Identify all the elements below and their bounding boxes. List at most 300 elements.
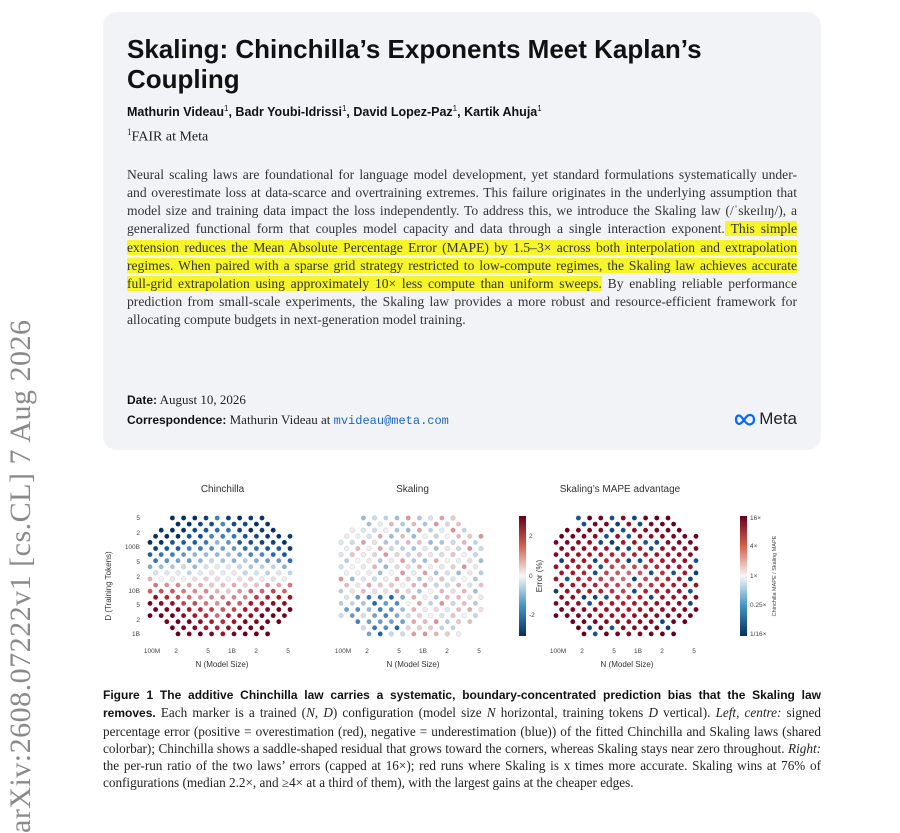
grid-marker (445, 595, 450, 600)
grid-marker (383, 516, 388, 521)
x-tick: 5 (397, 648, 401, 655)
grid-marker (170, 528, 175, 533)
grid-marker (593, 632, 598, 637)
grid-marker (232, 534, 237, 539)
grid-marker (372, 577, 377, 582)
grid-marker (632, 625, 637, 630)
grid-marker (643, 552, 648, 557)
grid-marker (237, 625, 242, 630)
grid-marker (254, 534, 259, 539)
grid-marker (666, 552, 671, 557)
grid-marker (467, 546, 472, 551)
grid-marker (383, 528, 388, 533)
grid-marker (243, 522, 248, 527)
grid-marker (260, 516, 265, 521)
grid-marker (610, 601, 615, 606)
grid-marker (671, 546, 676, 551)
grid-marker (220, 607, 225, 612)
panel-title-skaling: Skaling (396, 484, 429, 495)
grid-marker (237, 577, 242, 582)
grid-marker (170, 516, 175, 521)
grid-marker (643, 625, 648, 630)
grid-marker (632, 613, 637, 618)
grid-marker (181, 552, 186, 557)
grid-marker (411, 619, 416, 624)
panel-title-advantage: Skaling’s MAPE advantage (559, 484, 681, 495)
grid-marker (271, 528, 276, 533)
grid-marker (576, 552, 581, 557)
grid-marker (473, 564, 478, 569)
grid-marker (682, 619, 687, 624)
x-tick: 2 (660, 648, 664, 655)
date-value: August 10, 2026 (159, 392, 246, 407)
grid-marker (411, 522, 416, 527)
grid-marker (660, 607, 665, 612)
grid-marker (694, 546, 699, 551)
grid-marker (187, 522, 192, 527)
grid-marker (406, 577, 411, 582)
grid-marker (361, 552, 366, 557)
grid-marker (248, 613, 253, 618)
affiliation-number: 1 (127, 127, 132, 138)
grid-marker (372, 528, 377, 533)
grid-marker (176, 546, 181, 551)
grid-marker (451, 540, 456, 545)
grid-marker (456, 607, 461, 612)
grid-marker (153, 607, 158, 612)
grid-marker (271, 552, 276, 557)
grid-marker (237, 613, 242, 618)
x-tick: 5 (206, 648, 210, 655)
x-tick: 100M (549, 648, 567, 655)
grid-marker (582, 546, 587, 551)
grid-marker (265, 571, 270, 576)
grid-marker (378, 632, 383, 637)
grid-marker (467, 607, 472, 612)
grid-marker (148, 577, 153, 582)
grid-marker (389, 607, 394, 612)
grid-marker (456, 546, 461, 551)
y-ticks (125, 515, 141, 638)
grid-marker (389, 632, 394, 637)
grid-marker (604, 558, 609, 563)
grid-marker (694, 571, 699, 576)
grid-marker (694, 595, 699, 600)
grid-marker (232, 558, 237, 563)
grid-marker (164, 595, 169, 600)
grid-marker (632, 552, 637, 557)
grid-marker (593, 546, 598, 551)
grid-marker (598, 589, 603, 594)
grid-marker (467, 619, 472, 624)
grid-marker (626, 522, 631, 527)
grid-marker (638, 583, 643, 588)
grid-marker (677, 613, 682, 618)
grid-marker (643, 589, 648, 594)
grid-marker (288, 595, 293, 600)
x-tick: 5 (286, 648, 290, 655)
grid-marker (400, 607, 405, 612)
grid-marker (389, 522, 394, 527)
grid-marker (153, 595, 158, 600)
grid-marker (677, 564, 682, 569)
grid-marker (395, 625, 400, 630)
grid-marker (260, 589, 265, 594)
grid-marker (570, 607, 575, 612)
grid-marker (632, 540, 637, 545)
grid-marker (288, 583, 293, 588)
grid-marker (570, 546, 575, 551)
grid-marker (170, 625, 175, 630)
grid-marker (456, 534, 461, 539)
grid-marker (276, 595, 281, 600)
email-link[interactable]: mvideau@meta.com (333, 414, 449, 428)
grid-marker (587, 564, 592, 569)
grid-marker (282, 613, 287, 618)
grid-marker (576, 516, 581, 521)
grid-marker (570, 571, 575, 576)
grid-marker (593, 534, 598, 539)
grid-marker (428, 552, 433, 557)
grid-marker (209, 522, 214, 527)
abstract-part: Neural scaling laws are foundational for language model development, yet standard formulations systematically under- and overestimate loss at data-scarce and overtraining extremes. This failure originates in the underlying assumption that model size and training data impact the loss independently. To address this, we introduce the Skaling law (/ˈskeɪlɪŋ/), a generalized functional form that couples model capacity and data through a single interaction exponent. (127, 166, 797, 237)
grid-marker (417, 516, 422, 521)
x-tick: 100M (334, 648, 352, 655)
grid-marker (383, 552, 388, 557)
grid-marker (260, 601, 265, 606)
colorbar-tick: 0.25× (750, 602, 767, 609)
grid-marker (265, 534, 270, 539)
grid-marker (176, 583, 181, 588)
grid-marker (288, 546, 293, 551)
grid-marker (576, 577, 581, 582)
grid-marker (428, 601, 433, 606)
grid-marker (626, 558, 631, 563)
grid-marker (615, 522, 620, 527)
grid-marker (237, 564, 242, 569)
grid-marker (372, 516, 377, 521)
grid-marker (423, 607, 428, 612)
abstract-part: By enabling reliable performance prediction from small-scale experiments, the Skaling law provides a more robust and resource-efficient framework for allocating compute budgets in next-generation model training. (127, 276, 797, 328)
grid-marker (288, 558, 293, 563)
grid-marker (367, 546, 372, 551)
grid-marker (400, 595, 405, 600)
grid-marker (383, 613, 388, 618)
colorbar-tick: 4× (750, 543, 758, 550)
grid-marker (378, 619, 383, 624)
grid-marker (598, 625, 603, 630)
x-tick: 1B (419, 648, 427, 655)
grid-marker (677, 577, 682, 582)
grid-marker (153, 583, 158, 588)
grid-marker (361, 528, 366, 533)
grid-marker (204, 601, 209, 606)
grid-marker (604, 534, 609, 539)
grid-marker (164, 583, 169, 588)
grid-marker (462, 589, 467, 594)
grid-marker (417, 564, 422, 569)
grid-marker (570, 583, 575, 588)
grid-marker (232, 619, 237, 624)
grid-marker (615, 558, 620, 563)
grid-marker (164, 619, 169, 624)
colorbar-tick: -2 (529, 612, 535, 619)
grid-marker (451, 577, 456, 582)
grid-marker (473, 613, 478, 618)
grid-marker (148, 613, 153, 618)
grid-marker (372, 625, 377, 630)
grid-marker (355, 558, 360, 563)
grid-marker (626, 632, 631, 637)
grid-marker (428, 528, 433, 533)
grid-marker (428, 577, 433, 582)
grid-marker (456, 595, 461, 600)
affiliation-name: FAIR at Meta (131, 129, 209, 145)
grid-marker (649, 583, 654, 588)
grid-marker (411, 607, 416, 612)
grid-marker (170, 577, 175, 582)
grid-marker (220, 546, 225, 551)
grid-marker (232, 632, 237, 637)
grid-marker (395, 564, 400, 569)
grid-marker (176, 619, 181, 624)
grid-marker (350, 564, 355, 569)
grid-marker (423, 534, 428, 539)
grid-marker (554, 613, 559, 618)
paper-title: Skaling: Chinchilla’s Exponents Meet Kaplan’s Coupling (127, 34, 702, 94)
grid-marker (570, 558, 575, 563)
author-affiliation-mark: 1 (224, 104, 229, 113)
grid-marker (282, 540, 287, 545)
grid-marker (621, 540, 626, 545)
grid-marker (395, 613, 400, 618)
grid-marker (643, 613, 648, 618)
grid-marker (451, 601, 456, 606)
arxiv-stamp: arXiv:2608.07222v1 [cs.CL] 7 Aug 2026 (4, 319, 37, 833)
grid-marker (671, 558, 676, 563)
grid-marker (254, 607, 259, 612)
grid-marker (638, 619, 643, 624)
grid-marker (153, 534, 158, 539)
figure-1 (100, 478, 830, 678)
grid-marker (694, 583, 699, 588)
abstract-card (103, 12, 821, 450)
grid-marker (666, 601, 671, 606)
mape-ratio-grid (554, 516, 699, 637)
grid-marker (260, 540, 265, 545)
grid-marker (462, 601, 467, 606)
grid-marker (467, 595, 472, 600)
grid-marker (159, 540, 164, 545)
grid-marker (232, 571, 237, 576)
grid-marker (170, 540, 175, 545)
colorbar-tick: 16× (750, 515, 762, 522)
grid-marker (192, 516, 197, 521)
grid-marker (451, 552, 456, 557)
grid-marker (378, 607, 383, 612)
grid-marker (288, 534, 293, 539)
grid-marker (378, 534, 383, 539)
grid-marker (604, 607, 609, 612)
grid-marker (615, 571, 620, 576)
grid-marker (451, 528, 456, 533)
grid-marker (232, 607, 237, 612)
grid-marker (187, 571, 192, 576)
grid-marker (339, 552, 344, 557)
colorbar-tick: 0 (529, 573, 533, 580)
grid-marker (400, 619, 405, 624)
grid-marker (587, 601, 592, 606)
grid-marker (209, 571, 214, 576)
x-tick: 100M (143, 648, 161, 655)
grid-marker (582, 571, 587, 576)
grid-marker (638, 571, 643, 576)
grid-marker (243, 632, 248, 637)
grid-marker (276, 558, 281, 563)
grid-marker (383, 589, 388, 594)
grid-marker (260, 577, 265, 582)
y-tick: 1B (132, 631, 140, 638)
grid-marker (666, 589, 671, 594)
grid-marker (615, 546, 620, 551)
grid-marker (254, 546, 259, 551)
grid-marker (237, 589, 242, 594)
grid-marker (344, 546, 349, 551)
grid-marker (282, 589, 287, 594)
grid-marker (587, 577, 592, 582)
grid-marker (587, 540, 592, 545)
grid-marker (361, 625, 366, 630)
grid-marker (243, 558, 248, 563)
grid-marker (176, 632, 181, 637)
grid-marker (254, 558, 259, 563)
grid-marker (254, 632, 259, 637)
grid-marker (565, 613, 570, 618)
grid-marker (688, 564, 693, 569)
date-label: Date: (127, 393, 158, 407)
grid-marker (626, 607, 631, 612)
grid-marker (350, 577, 355, 582)
grid-marker (248, 552, 253, 557)
grid-marker (598, 564, 603, 569)
grid-marker (187, 619, 192, 624)
grid-marker (626, 595, 631, 600)
grid-marker (237, 601, 242, 606)
grid-marker (434, 583, 439, 588)
grid-marker (406, 613, 411, 618)
grid-marker (400, 571, 405, 576)
grid-marker (666, 540, 671, 545)
grid-marker (428, 540, 433, 545)
grid-marker (192, 552, 197, 557)
grid-marker (350, 613, 355, 618)
grid-marker (462, 564, 467, 569)
grid-marker (428, 625, 433, 630)
grid-marker (610, 625, 615, 630)
grid-marker (220, 571, 225, 576)
grid-marker (406, 552, 411, 557)
grid-marker (638, 522, 643, 527)
grid-marker (434, 546, 439, 551)
grid-marker (654, 577, 659, 582)
grid-marker (389, 534, 394, 539)
grid-marker (445, 571, 450, 576)
ratio-colorbar (740, 516, 747, 636)
author-list: Mathurin Videau$^1$, Badr Youbi-Idrissi$^1$, David Lopez-Paz$^1$, Kartik Ahuja$^1$ (127, 104, 542, 120)
grid-marker (164, 558, 169, 563)
grid-marker (148, 601, 153, 606)
grid-marker (243, 583, 248, 588)
grid-marker (576, 540, 581, 545)
grid-marker (660, 522, 665, 527)
grid-marker (170, 613, 175, 618)
skaling-error-grid (339, 516, 484, 637)
grid-marker (204, 589, 209, 594)
grid-marker (587, 589, 592, 594)
grid-marker (248, 528, 253, 533)
grid-marker (587, 516, 592, 521)
grid-marker (479, 595, 484, 600)
grid-marker (344, 595, 349, 600)
grid-marker (688, 589, 693, 594)
grid-marker (677, 601, 682, 606)
grid-marker (428, 613, 433, 618)
grid-marker (209, 534, 214, 539)
grid-marker (226, 528, 231, 533)
grid-marker (265, 583, 270, 588)
panel-title-chinchilla: Chinchilla (200, 484, 245, 495)
grid-marker (204, 540, 209, 545)
grid-marker (215, 613, 220, 618)
grid-marker (406, 625, 411, 630)
grid-marker (632, 516, 637, 521)
grid-marker (383, 540, 388, 545)
grid-marker (339, 613, 344, 618)
grid-marker (282, 552, 287, 557)
x-tick: 1B (634, 648, 642, 655)
grid-marker (682, 583, 687, 588)
grid-marker (271, 577, 276, 582)
grid-marker (434, 595, 439, 600)
grid-marker (406, 589, 411, 594)
grid-marker (355, 546, 360, 551)
grid-marker (682, 595, 687, 600)
grid-marker (439, 625, 444, 630)
grid-marker (423, 522, 428, 527)
grid-marker (423, 583, 428, 588)
colorbar-tick: 1/16× (750, 631, 767, 638)
grid-marker (654, 589, 659, 594)
grid-marker (389, 595, 394, 600)
grid-marker (367, 583, 372, 588)
grid-marker (654, 601, 659, 606)
grid-marker (598, 577, 603, 582)
grid-marker (350, 589, 355, 594)
grid-marker (565, 564, 570, 569)
grid-marker (344, 607, 349, 612)
grid-marker (260, 564, 265, 569)
grid-marker (243, 607, 248, 612)
y-tick: 2 (136, 574, 140, 581)
grid-marker (654, 564, 659, 569)
grid-marker (565, 552, 570, 557)
grid-marker (479, 534, 484, 539)
grid-marker (434, 522, 439, 527)
grid-marker (643, 577, 648, 582)
grid-marker (400, 522, 405, 527)
grid-marker (215, 552, 220, 557)
grid-marker (671, 632, 676, 637)
